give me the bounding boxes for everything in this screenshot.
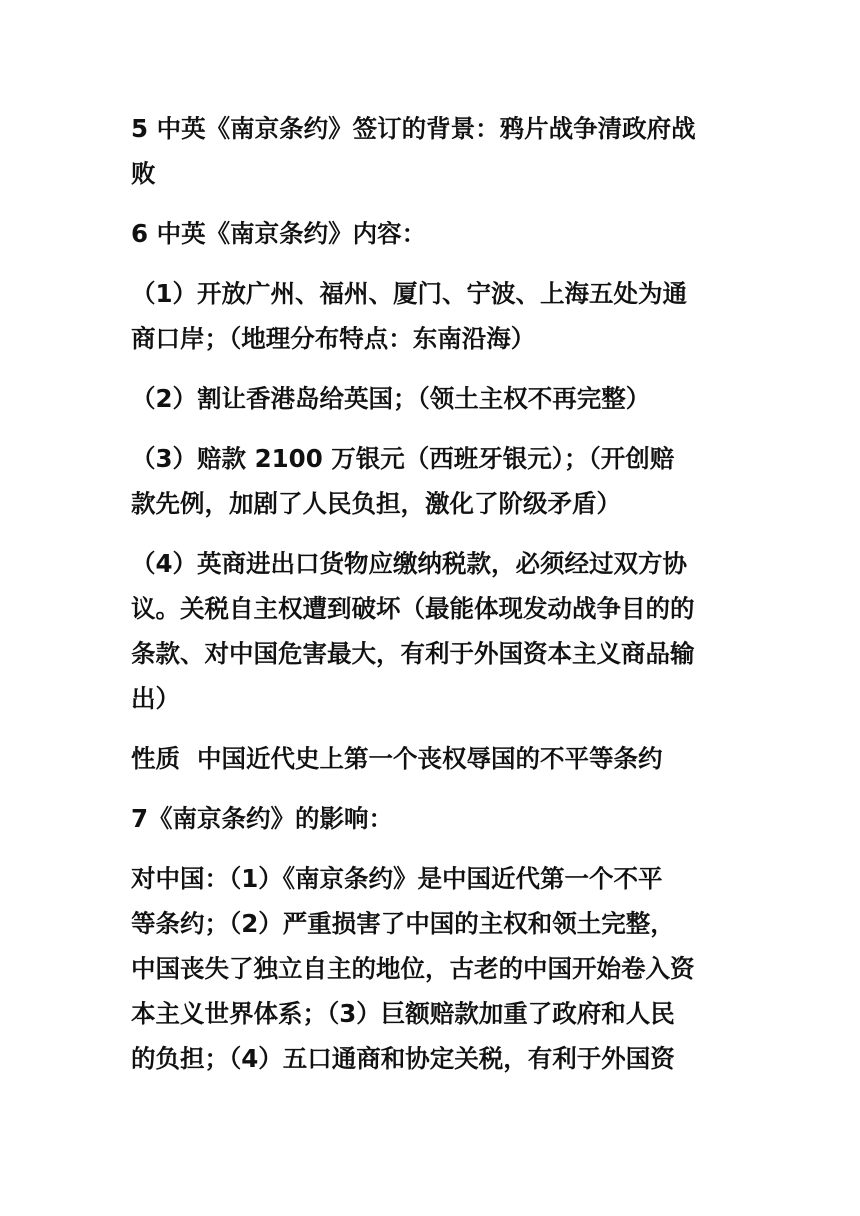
text-line: 条款、对中国危害最大，有利于外国资本主义商品输 [131,639,695,668]
paragraph-7-heading [131,796,735,841]
text-line: 中国丧失了独立自主的地位，古老的中国开始卷入资 [131,954,695,983]
paragraph-6-heading [131,211,735,256]
paragraph-item-1 [131,271,735,361]
text-line: 出） [131,684,180,713]
text-line: 的负担；（4）五口通商和协定关税，有利于外国资 [131,1044,675,1073]
paragraph-impact-china [131,856,735,1081]
text-line: 性质 中国近代史上第一个丧权辱国的不平等条约 [131,744,663,773]
text-line: 6 中英《南京条约》内容： [131,219,427,248]
document-body [131,106,735,1096]
text-line: 款先例，加剧了人民负担，激化了阶级矛盾） [131,489,621,518]
text-line: 败 [131,159,156,188]
text-line: 对中国：（1）《南京条约》是中国近代第一个不平 [131,864,663,893]
text-line: 本主义世界体系；（3）巨额赔款加重了政府和人民 [131,999,675,1028]
text-line: （4）英商进出口货物应缴纳税款，必须经过双方协 [131,549,688,578]
paragraph-5-background [131,106,735,196]
text-line: 5 中英《南京条约》签订的背景：鸦片战争清政府战 [131,114,696,143]
text-line: 等条约；（2）严重损害了中国的主权和领土完整， [131,909,675,938]
paragraph-item-4 [131,541,735,721]
text-line: （1）开放广州、福州、厦门、宁波、上海五处为通 [131,279,688,308]
paragraph-item-2 [131,376,735,421]
text-line: 议。关税自主权遭到破坏（最能体现发动战争目的的 [131,594,695,623]
text-line: （2）割让香港岛给英国；（领土主权不再完整） [131,384,651,413]
text-line: 7《南京条约》的影响： [131,804,394,833]
text-line: （3）赔款 2100 万银元（西班牙银元）；（开创赔 [131,444,675,473]
paragraph-item-3 [131,436,735,526]
text-line: 商口岸；（地理分布特点：东南沿海） [131,324,536,353]
paragraph-nature [131,736,735,781]
